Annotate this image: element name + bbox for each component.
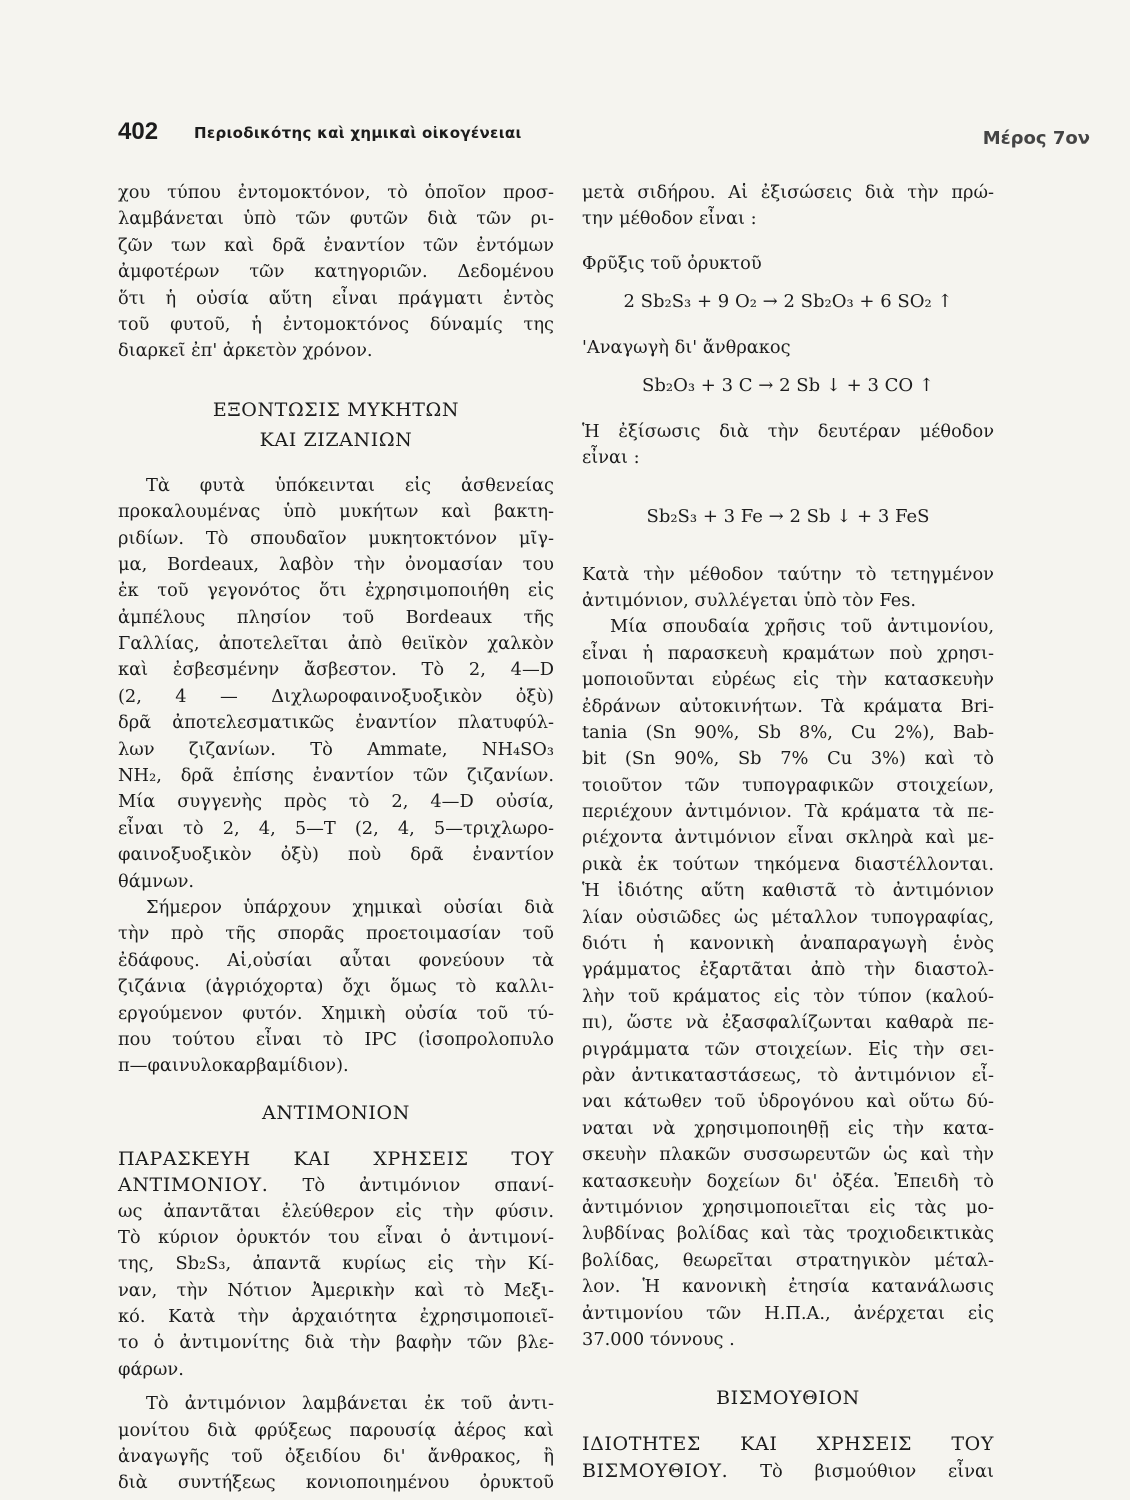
- text-line-ammate: [118, 737, 554, 763]
- text-line: λον. Ἡ κανονικὴ ἐτησία κατανάλωσις: [582, 1276, 994, 1298]
- left-paragraph-5: [118, 1391, 554, 1497]
- text-line: μα, Bordeaux, λαβὸν τὴν ὀνομασίαν του: [118, 553, 554, 575]
- text-line: φαινοξυοξικὸν ὀξὺ) ποὺ δρᾶ ἐναντίον: [118, 844, 554, 866]
- left-paragraph-3: [118, 895, 554, 1080]
- text-line: ἀντιμόνιον, συλλέγεται ὑπὸ τὸν Fes.: [582, 589, 917, 611]
- text-line: φάρων.: [118, 1358, 184, 1380]
- text-line: μετὰ σιδήρου. Αἱ ἐξισώσεις διὰ τὴν πρώ-: [582, 182, 994, 203]
- text-line: ἀναγωγῆς τοῦ ὀξειδίου δι' ἄνθρακος, ἢ: [118, 1446, 554, 1468]
- text-line: κό. Κατὰ τὴν ἀρχαιότητα ἐχρησιμοποιεῖ-: [118, 1306, 554, 1328]
- text-line: εἶναι :: [582, 447, 640, 469]
- heading-fungi-weeds-line2: ΚΑΙ ΖΙΖΑΝΙΩΝ: [259, 428, 413, 451]
- text-line: ἐδράνων αὐτοκινήτων. Τὰ κράματα Bri-: [582, 695, 994, 717]
- right-paragraph-4: [582, 614, 994, 1353]
- text-line: λίαν οὐσιῶδες ὡς μέταλλον τυπογραφίας,: [582, 906, 994, 928]
- text-line: την μέθοδον εἶναι :: [582, 208, 757, 230]
- page-number: 402: [118, 118, 159, 145]
- text-line: περιέχουν ἀντιμόνιον. Τὰ κράματα τὰ πε-: [582, 801, 994, 823]
- text-line: εἶναι τὸ 2, 4, 5—T (2, 4, 5—τριχλωρο-: [118, 817, 554, 839]
- text-line: Μία συγγενὴς πρὸς τὸ 2, 4—D οὐσία,: [118, 791, 554, 813]
- text-line: της, Sb₂S₃, ἀπαντᾶ κυρίως εἰς τὴν Κί-: [118, 1253, 554, 1275]
- text-line: ριέχοντα ἀντιμόνιον εἶναι σκληρὰ καὶ με-: [582, 827, 994, 849]
- text-line: τοῦ φυτοῦ, ἡ ἐντομοκτόνος δύναμίς της: [118, 313, 554, 335]
- text-line: εἶναι ἡ παρασκευὴ κραμάτων ποὺ χρησι-: [582, 642, 994, 664]
- text-line: μοποιοῦνται εὐρέως εἰς τὴν κατασκευὴν: [582, 669, 994, 691]
- text-line: θάμνων.: [118, 870, 195, 892]
- text-line: ἀμφοτέρων τῶν κατηγοριῶν. Δεδομένου: [118, 261, 554, 283]
- text-line: ριδίων. Τὸ σπουδαῖον μυκητοκτόνον μῖγ-: [118, 527, 554, 549]
- equation-roasting: 2 Sb₂S₃ + 9 O₂ → 2 Sb₂O₃ + 6 SO₂ ↑: [623, 290, 953, 312]
- heading-antimony: ΑΝΤΙΜΟΝΙΟΝ: [262, 1101, 410, 1124]
- text-line: το ὁ ἀντιμονίτης διὰ τὴν βαφὴν τῶν βλε-: [118, 1332, 554, 1354]
- page-header: [118, 118, 1090, 158]
- running-title: Περιοδικότης καὶ χημικαὶ οἰκογένειαι: [194, 124, 522, 142]
- text-line: ναι κάτωθεν τοῦ ὑδρογόνου καὶ οὕτω δύ-: [582, 1091, 994, 1113]
- right-paragraph-2: [582, 419, 994, 472]
- text-line: σκευὴν πλακῶν συσσωρευτῶν ὡς καὶ τὴν: [582, 1144, 994, 1166]
- text-line: Κατὰ τὴν μέθοδον ταύτην τὸ τετηγμένον: [582, 563, 994, 585]
- right-paragraph-3: [582, 562, 994, 615]
- text-line: τὴν πρὸ τῆς σπορᾶς προετοιμασίαν τοῦ: [118, 923, 554, 945]
- text-line: bit (Sn 90%, Sb 7% Cu 3%) καὶ τὸ: [582, 748, 994, 770]
- text-line: Γαλλίας, ἀποτελεῖται ἀπὸ θειϊκὸν χαλκὸν: [118, 633, 554, 655]
- text-line: Σήμερον ὑπάρχουν χημικαὶ οὐσίαι διὰ: [146, 896, 554, 918]
- text-line: γράμματος ἐξαρτᾶται ἀπὸ τὴν διαστολ-: [582, 959, 994, 981]
- left-paragraph-2: [118, 473, 554, 895]
- text-line: Τὰ φυτὰ ὑπόκεινται εἰς ἀσθενείας: [146, 474, 554, 496]
- text-line: βολίδας, θεωρεῖται στρατηγικὸν μέταλ-: [582, 1249, 994, 1271]
- text-line: ζῶν των καὶ δρᾶ ἐναντίον τῶν ἐντόμων: [118, 234, 554, 256]
- heading-bismuth-props-line1: ΙΔΙΟΤΗΤΕΣ ΚΑΙ ΧΡΗΣΕΙΣ ΤΟΥ: [582, 1433, 994, 1456]
- text-line: Ἡ ἐξίσωσις διὰ τὴν δευτέραν μέθοδον: [582, 420, 994, 442]
- ammate-formula: NH₄SO₃: [481, 738, 554, 760]
- heading-fungi-weeds-line1: ΕΞΟΝΤΩΣΙΣ ΜΥΚΗΤΩΝ: [212, 398, 460, 421]
- label-roasting: Φρῦξις τοῦ ὀρυκτοῦ: [582, 252, 762, 274]
- text-line: ἐδάφους. Αἱ,οὐσίαι αὗται φονεύουν τὰ: [118, 949, 554, 971]
- text-line: λυβδίνας βολίδας καὶ τὰς τροχιοδεικτικὰς: [582, 1223, 994, 1245]
- text-line: χου τύπου ἐντομοκτόνον, τὸ ὁποῖον προσ-: [118, 182, 554, 203]
- text-line: ὅτι ἡ οὐσία αὕτη εἶναι πράγματι ἐντὸς: [118, 287, 554, 309]
- text-line: 37.000 τόννους .: [582, 1328, 735, 1350]
- text-line: τοιοῦτον τῶν τυπογραφικῶν στοιχείων,: [582, 774, 994, 796]
- heading-bismuth: ΒΙΣΜΟΥΘΙΟΝ: [716, 1387, 860, 1410]
- text-line: κατασκευὴν δοχείων δι' ὀξέα. Ἐπειδὴ τὸ: [582, 1170, 994, 1192]
- right-paragraph-5: [582, 1431, 994, 1484]
- left-paragraph-1: [118, 180, 554, 365]
- heading-antimony-prep-line1: ΠΑΡΑΣΚΕΥΗ ΚΑΙ ΧΡΗΣΕΙΣ ΤΟΥ: [118, 1147, 554, 1170]
- text-line: ζιζάνια (ἀγριόχορτα) ὄχι ὅμως τὸ καλλι-: [118, 976, 554, 998]
- text-line: Τὸ κύριον ὀρυκτόν του εἶναι ὁ ἀντιμονί-: [118, 1226, 554, 1248]
- right-column: [582, 180, 994, 1484]
- text-line: NH₂, δρᾶ ἐπίσης ἐναντίον τῶν ζιζανίων.: [118, 765, 554, 787]
- text-line: ναν, τὴν Νότιον Ἀμερικὴν καὶ τὸ Μεξι-: [118, 1279, 554, 1301]
- text-line: tania (Sn 90%, Sb 8%, Cu 2%), Bab-: [582, 721, 994, 743]
- ammate-text: λων ζιζανίων. Τὸ Ammate,: [118, 738, 482, 760]
- text-line: εργούμενον φυτόν. Χημικὴ οὐσία τοῦ τύ-: [118, 1002, 554, 1024]
- text-line: διότι ἡ κανονικὴ ἀναπαραγωγὴ ἑνὸς: [582, 933, 994, 955]
- text-line: διαρκεῖ ἐπ' ἀρκετὸν χρόνον.: [118, 340, 373, 362]
- text-line: ναται νὰ χρησιμοποιηθῇ εἰς τὴν κατα-: [582, 1117, 994, 1139]
- text-line: Τὸ ἀντιμόνιον λαμβάνεται ἐκ τοῦ ἀντι-: [146, 1393, 554, 1415]
- text-line: Μία σπουδαία χρῆσις τοῦ ἀντιμονίου,: [610, 616, 994, 638]
- heading-bismuth-props-line2: ΒΙΣΜΟΥΘΙΟΥ. Τὸ βισμούθιον εἶναι: [582, 1459, 994, 1482]
- equation-reduction: Sb₂O₃ + 3 C → 2 Sb ↓ + 3 CO ↑: [642, 374, 934, 396]
- text-line: ἀντιμόνιον χρησιμοποιεῖται εἰς τὰς μο-: [582, 1196, 994, 1218]
- equation-iron-reduction: Sb₂S₃ + 3 Fe → 2 Sb ↓ + 3 FeS: [646, 505, 930, 527]
- section-tag: Μέρος 7ον: [982, 128, 1090, 149]
- text-line: πι), ὥστε νὰ ἐξασφαλίζωνται καθαρὰ πε-: [582, 1012, 994, 1034]
- text-line: δρᾶ ἀποτελεσματικῶς ἐναντίον πλατυφύλ-: [118, 712, 554, 734]
- text-line: ως ἀπαντᾶται ἐλεύθερον εἰς τὴν φύσιν.: [118, 1200, 554, 1222]
- right-paragraph-1: [582, 180, 994, 233]
- text-line: διὰ συντήξεως κονιοποιημένου ὀρυκτοῦ: [118, 1472, 554, 1494]
- text-line: ρικὰ ἐκ τούτων τηκόμενα διαστέλλονται.: [582, 853, 994, 875]
- text-line: ρὰν ἀντικαταστάσεως, τὸ ἀντιμόνιον εἶ-: [582, 1064, 994, 1086]
- text-line: μονίτου διὰ φρύξεως παρουσίᾳ ἀέρος καὶ: [118, 1419, 554, 1441]
- text-line: ριγράμματα τῶν στοιχείων. Εἰς τὴν σει-: [582, 1038, 994, 1060]
- heading-antimony-prep-line2: ΑΝΤΙΜΟΝΙΟΥ. Τὸ ἀντιμόνιον σπανί-: [118, 1174, 554, 1197]
- text-line: ἐκ τοῦ γεγονότος ὅτι ἐχρησιμοποιήθη εἰς: [118, 580, 554, 602]
- text-line: Ἡ ἰδιότης αὕτη καθιστᾶ τὸ ἀντιμόνιον: [582, 880, 994, 902]
- text-line: προκαλουμένας ὑπὸ μυκήτων καὶ βακτη-: [118, 501, 554, 523]
- text-line: (2, 4 — Διχλωροφαινοξυοξικὸν ὀξὺ): [118, 685, 554, 707]
- text-line: λαμβάνεται ὑπὸ τῶν φυτῶν διὰ τῶν ρι-: [118, 208, 554, 230]
- text-line: ἀντιμονίου τῶν Η.Π.Α., ἀνέρχεται εἰς: [582, 1302, 994, 1324]
- left-column: [118, 180, 554, 1497]
- text-line: λὴν τοῦ κράματος εἰς τὸν τύπον (καλού-: [582, 985, 994, 1007]
- text-line: ἀμπέλους πλησίον τοῦ Bordeaux τῆς: [118, 606, 554, 628]
- left-paragraph-4: [118, 1146, 554, 1384]
- text-line: καὶ ἐσβεσμένην ἄσβεστον. Τὸ 2, 4—D: [118, 659, 554, 681]
- label-reduction: 'Αναγωγὴ δι' ἄνθρακος: [582, 336, 791, 358]
- text-line: που τούτου εἶναι τὸ IPC (ἰσοπρολοπυλο: [118, 1028, 554, 1050]
- text-line: π—φαινυλοκαρβαμίδιον).: [118, 1055, 349, 1077]
